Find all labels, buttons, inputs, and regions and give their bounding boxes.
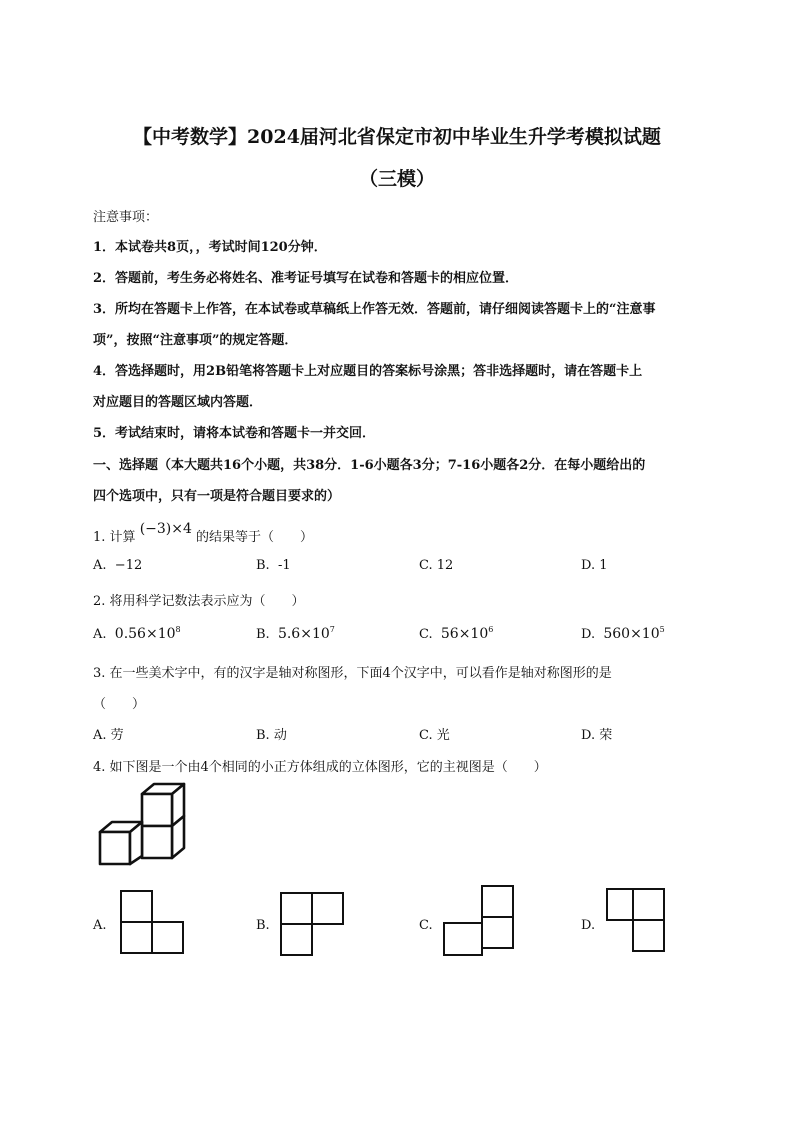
question-3: 3. 在一些美术字中，有的汉字是轴对称图形，下面4个汉字中，可以看作是轴对称图形的是: [93, 666, 612, 681]
question-1-suffix: 的结果等于（ ）: [196, 530, 314, 545]
page-title: 【中考数学】2024届河北省保定市初中毕业生升学考模拟试题: [133, 126, 661, 148]
q3-option-c: C. 光: [419, 728, 450, 743]
notice-item: 项”，按照“注意事项”的规定答题．: [93, 333, 298, 348]
section-heading: 一、选择题（本大题共16个小题，共38分．1-6小题各3分；7-16小题各2分．在每小题给出的: [93, 458, 646, 473]
q3-option-d: D. 荣: [581, 728, 613, 743]
q3-option-b: B. 动: [256, 728, 287, 743]
q4-option-b-figure: [280, 892, 350, 962]
question-1: [93, 521, 314, 545]
page-subtitle: （三模）: [358, 168, 435, 190]
q1-option-b: B. -1: [256, 558, 291, 573]
q4-option-d-figure: [606, 888, 676, 960]
q4-option-b-label: B.: [256, 918, 270, 933]
question-1-prefix: 1. 计算: [93, 530, 136, 545]
question-1-expression: (−3)×4: [139, 521, 192, 537]
notice-item: 3．所均在答题卡上作答，在本试卷或草稿纸上作答无效．答题前，请仔细阅读答题卡上的“注意事: [93, 302, 656, 317]
question-4: 4. 如下图是一个由4个相同的小正方体组成的立体图形，它的主视图是（ ）: [93, 760, 547, 775]
notice-item: 1．本试卷共8页，，考试时间120分钟．: [93, 240, 327, 255]
notice-item: 对应题目的答题区域内答题．: [93, 395, 263, 410]
q4-option-c-figure: [443, 885, 523, 961]
notice-item: 4．答选择题时，用2B铅笔将答题卡上对应题目的答案标号涂黑；答非选择题时，请在答题卡上: [93, 364, 643, 379]
q2-option-a: A. $0.56\times 10^8$: [93, 625, 181, 642]
q2-option-b: B. $5.6\times 10^7$: [256, 625, 335, 642]
question-2: 2. 将用科学记数法表示应为（ ）: [93, 594, 305, 609]
notice-item: 5．考试结束时，请将本试卷和答题卡一并交回．: [93, 426, 376, 441]
q2-option-d: D. $560\times 10^5$: [581, 625, 665, 642]
q1-option-c: C. 12: [419, 558, 454, 573]
question-3-bracket: （ ）: [93, 697, 146, 712]
q1-option-d: D. 1: [581, 558, 608, 573]
q4-option-a-figure: [120, 890, 190, 960]
cube-stack-figure: [96, 782, 192, 878]
notice-item: 2．答题前，考生务必将姓名、准考证号填写在试卷和答题卡的相应位置．: [93, 271, 519, 286]
notice-heading: 注意事项：: [93, 210, 159, 225]
q3-option-a: A. 劳: [93, 728, 124, 743]
q2-option-c: C. $56\times 10^6$: [419, 625, 494, 642]
q4-option-d-label: D.: [581, 918, 596, 933]
q4-option-c-label: C.: [419, 918, 433, 933]
q1-option-a: A. −12: [93, 558, 143, 573]
section-heading: 四个选项中，只有一项是符合题目要求的）: [93, 489, 341, 504]
q4-option-a-label: A.: [93, 918, 107, 933]
